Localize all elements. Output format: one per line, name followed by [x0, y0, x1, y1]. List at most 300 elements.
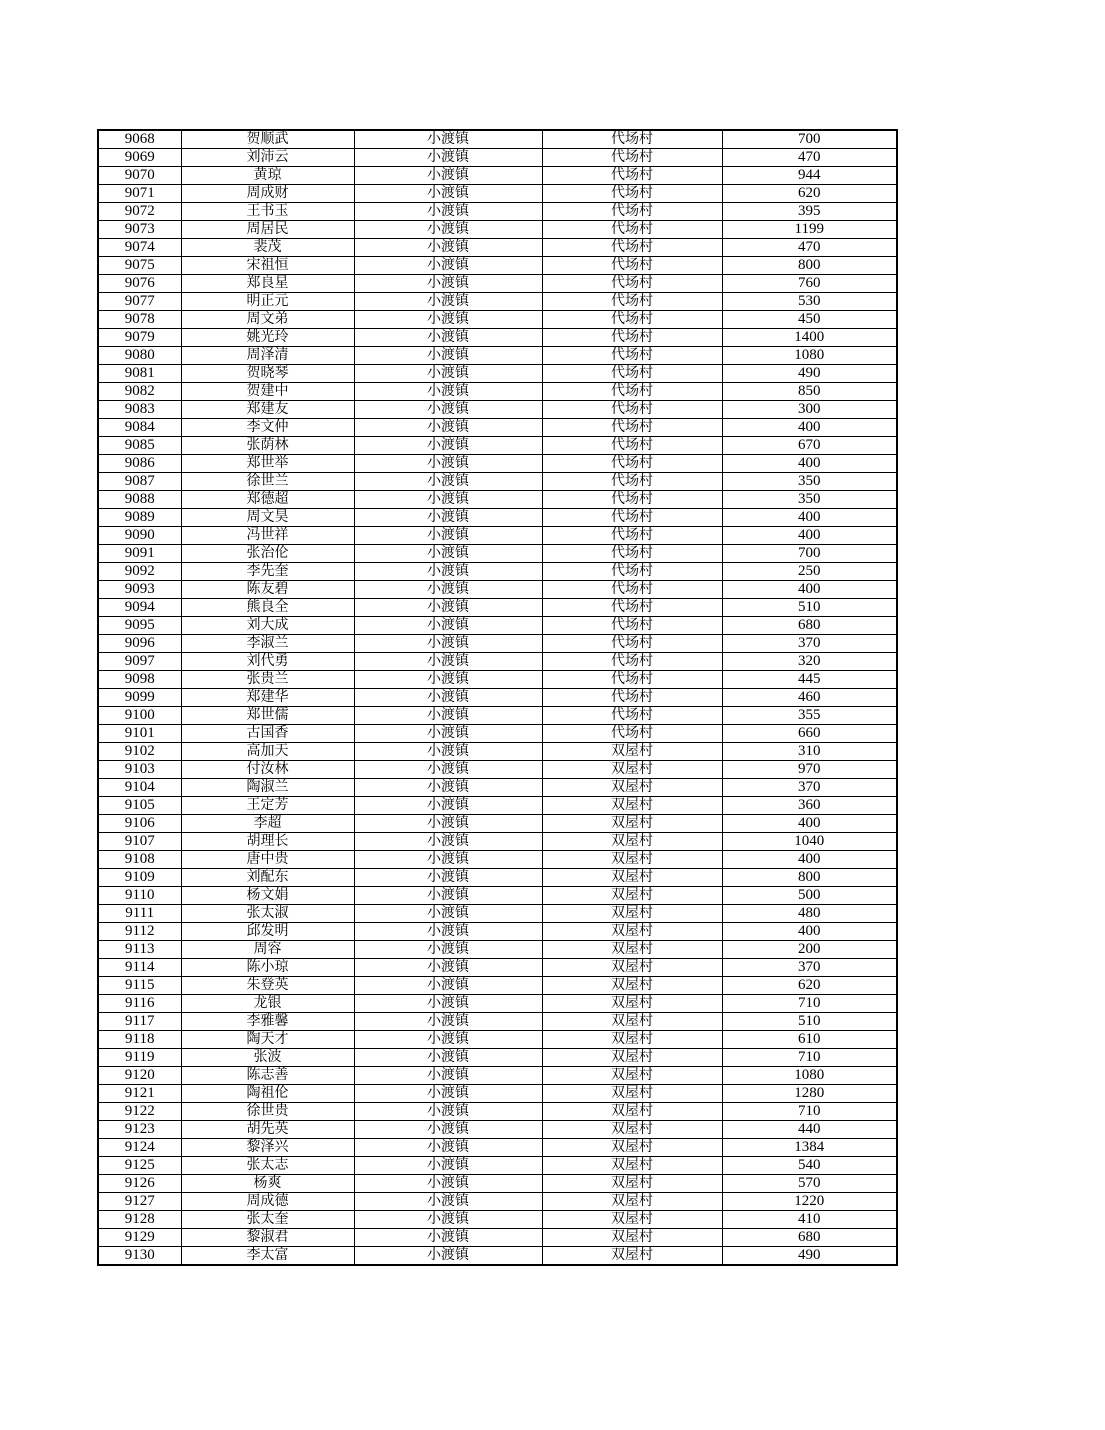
table-row [98, 221, 897, 239]
village-cell: 双屋村 [542, 1049, 722, 1067]
row-number-cell: 9076 [98, 275, 181, 293]
name-cell: 张太奎 [181, 1211, 354, 1229]
town-cell: 小渡镇 [354, 1121, 542, 1139]
name-cell: 唐中贵 [181, 851, 354, 869]
table-row [98, 383, 897, 401]
town-cell: 小渡镇 [354, 563, 542, 581]
table-row [98, 563, 897, 581]
name-cell: 冯世祥 [181, 527, 354, 545]
table-row [98, 761, 897, 779]
row-number-cell: 9072 [98, 203, 181, 221]
village-cell: 代场村 [542, 130, 722, 149]
table-row [98, 887, 897, 905]
row-number-cell: 9103 [98, 761, 181, 779]
village-cell: 代场村 [542, 635, 722, 653]
town-cell: 小渡镇 [354, 383, 542, 401]
name-cell: 贺顺武 [181, 130, 354, 149]
name-cell: 杨文娟 [181, 887, 354, 905]
amount-cell: 400 [722, 923, 897, 941]
village-cell: 双屋村 [542, 1013, 722, 1031]
village-cell: 双屋村 [542, 1103, 722, 1121]
name-cell: 胡理长 [181, 833, 354, 851]
town-cell: 小渡镇 [354, 239, 542, 257]
name-cell: 张治伦 [181, 545, 354, 563]
amount-cell: 400 [722, 581, 897, 599]
name-cell: 李超 [181, 815, 354, 833]
amount-cell: 350 [722, 473, 897, 491]
town-cell: 小渡镇 [354, 653, 542, 671]
table-row [98, 671, 897, 689]
amount-cell: 800 [722, 869, 897, 887]
amount-cell: 400 [722, 455, 897, 473]
amount-cell: 700 [722, 545, 897, 563]
row-number-cell: 9127 [98, 1193, 181, 1211]
table-row [98, 293, 897, 311]
town-cell: 小渡镇 [354, 167, 542, 185]
amount-cell: 410 [722, 1211, 897, 1229]
town-cell: 小渡镇 [354, 203, 542, 221]
town-cell: 小渡镇 [354, 851, 542, 869]
name-cell: 王定芳 [181, 797, 354, 815]
amount-cell: 310 [722, 743, 897, 761]
village-cell: 代场村 [542, 221, 722, 239]
row-number-cell: 9098 [98, 671, 181, 689]
village-cell: 双屋村 [542, 797, 722, 815]
row-number-cell: 9081 [98, 365, 181, 383]
village-cell: 代场村 [542, 239, 722, 257]
name-cell: 郑建华 [181, 689, 354, 707]
name-cell: 陶天才 [181, 1031, 354, 1049]
town-cell: 小渡镇 [354, 437, 542, 455]
town-cell: 小渡镇 [354, 1247, 542, 1266]
table-row [98, 869, 897, 887]
village-cell: 双屋村 [542, 995, 722, 1013]
town-cell: 小渡镇 [354, 707, 542, 725]
row-number-cell: 9077 [98, 293, 181, 311]
town-cell: 小渡镇 [354, 833, 542, 851]
town-cell: 小渡镇 [354, 1175, 542, 1193]
table-row [98, 725, 897, 743]
row-number-cell: 9120 [98, 1067, 181, 1085]
village-cell: 双屋村 [542, 815, 722, 833]
name-cell: 贺建中 [181, 383, 354, 401]
table-row [98, 167, 897, 185]
row-number-cell: 9125 [98, 1157, 181, 1175]
table-row [98, 1157, 897, 1175]
village-cell: 双屋村 [542, 923, 722, 941]
name-cell: 李淑兰 [181, 635, 354, 653]
row-number-cell: 9086 [98, 455, 181, 473]
name-cell: 贺晓琴 [181, 365, 354, 383]
row-number-cell: 9122 [98, 1103, 181, 1121]
name-cell: 张波 [181, 1049, 354, 1067]
amount-cell: 250 [722, 563, 897, 581]
table-row [98, 905, 897, 923]
table-row [98, 491, 897, 509]
name-cell: 黎泽兴 [181, 1139, 354, 1157]
table-row [98, 1031, 897, 1049]
village-cell: 双屋村 [542, 977, 722, 995]
town-cell: 小渡镇 [354, 743, 542, 761]
town-cell: 小渡镇 [354, 275, 542, 293]
village-cell: 代场村 [542, 509, 722, 527]
village-cell: 代场村 [542, 581, 722, 599]
town-cell: 小渡镇 [354, 581, 542, 599]
village-cell: 代场村 [542, 293, 722, 311]
amount-cell: 450 [722, 311, 897, 329]
village-cell: 代场村 [542, 419, 722, 437]
table-row [98, 1175, 897, 1193]
town-cell: 小渡镇 [354, 959, 542, 977]
table-row [98, 779, 897, 797]
row-number-cell: 9111 [98, 905, 181, 923]
amount-cell: 510 [722, 599, 897, 617]
town-cell: 小渡镇 [354, 185, 542, 203]
row-number-cell: 9117 [98, 1013, 181, 1031]
row-number-cell: 9080 [98, 347, 181, 365]
village-cell: 代场村 [542, 545, 722, 563]
amount-cell: 1220 [722, 1193, 897, 1211]
name-cell: 付汝林 [181, 761, 354, 779]
row-number-cell: 9087 [98, 473, 181, 491]
table-row [98, 1247, 897, 1266]
name-cell: 陶祖伦 [181, 1085, 354, 1103]
name-cell: 李先奎 [181, 563, 354, 581]
town-cell: 小渡镇 [354, 869, 542, 887]
table-row [98, 1067, 897, 1085]
town-cell: 小渡镇 [354, 365, 542, 383]
amount-cell: 620 [722, 977, 897, 995]
row-number-cell: 9095 [98, 617, 181, 635]
amount-cell: 610 [722, 1031, 897, 1049]
table-row [98, 347, 897, 365]
table-row [98, 743, 897, 761]
village-cell: 代场村 [542, 617, 722, 635]
amount-cell: 760 [722, 275, 897, 293]
amount-cell: 1040 [722, 833, 897, 851]
row-number-cell: 9123 [98, 1121, 181, 1139]
table-row [98, 1013, 897, 1031]
town-cell: 小渡镇 [354, 329, 542, 347]
row-number-cell: 9074 [98, 239, 181, 257]
table-row [98, 1139, 897, 1157]
town-cell: 小渡镇 [354, 1013, 542, 1031]
table-row [98, 707, 897, 725]
name-cell: 郑世儒 [181, 707, 354, 725]
village-cell: 双屋村 [542, 1031, 722, 1049]
town-cell: 小渡镇 [354, 1193, 542, 1211]
row-number-cell: 9071 [98, 185, 181, 203]
table-row [98, 239, 897, 257]
name-cell: 宋祖恒 [181, 257, 354, 275]
amount-cell: 300 [722, 401, 897, 419]
table-row [98, 329, 897, 347]
table-row [98, 275, 897, 293]
table-row [98, 959, 897, 977]
town-cell: 小渡镇 [354, 1103, 542, 1121]
town-cell: 小渡镇 [354, 455, 542, 473]
table-row [98, 473, 897, 491]
village-cell: 双屋村 [542, 1121, 722, 1139]
table-row [98, 365, 897, 383]
town-cell: 小渡镇 [354, 473, 542, 491]
village-cell: 代场村 [542, 671, 722, 689]
village-cell: 代场村 [542, 275, 722, 293]
town-cell: 小渡镇 [354, 1229, 542, 1247]
village-cell: 双屋村 [542, 779, 722, 797]
table-row [98, 149, 897, 167]
name-cell: 徐世兰 [181, 473, 354, 491]
name-cell: 郑建友 [181, 401, 354, 419]
table-row [98, 527, 897, 545]
table-row [98, 311, 897, 329]
row-number-cell: 9115 [98, 977, 181, 995]
name-cell: 李文仲 [181, 419, 354, 437]
row-number-cell: 9096 [98, 635, 181, 653]
table-row [98, 1229, 897, 1247]
amount-cell: 490 [722, 365, 897, 383]
village-cell: 双屋村 [542, 941, 722, 959]
amount-cell: 460 [722, 689, 897, 707]
town-cell: 小渡镇 [354, 815, 542, 833]
village-cell: 代场村 [542, 473, 722, 491]
town-cell: 小渡镇 [354, 401, 542, 419]
row-number-cell: 9113 [98, 941, 181, 959]
village-cell: 双屋村 [542, 959, 722, 977]
name-cell: 刘沛云 [181, 149, 354, 167]
table-row [98, 545, 897, 563]
name-cell: 李太富 [181, 1247, 354, 1266]
name-cell: 周泽清 [181, 347, 354, 365]
table-row [98, 1049, 897, 1067]
amount-cell: 710 [722, 995, 897, 1013]
village-cell: 代场村 [542, 707, 722, 725]
name-cell: 陈友碧 [181, 581, 354, 599]
table-row [98, 509, 897, 527]
amount-cell: 1280 [722, 1085, 897, 1103]
table-row [98, 257, 897, 275]
table-row [98, 1193, 897, 1211]
name-cell: 姚光玲 [181, 329, 354, 347]
row-number-cell: 9124 [98, 1139, 181, 1157]
row-number-cell: 9100 [98, 707, 181, 725]
village-cell: 双屋村 [542, 905, 722, 923]
row-number-cell: 9082 [98, 383, 181, 401]
row-number-cell: 9112 [98, 923, 181, 941]
amount-cell: 320 [722, 653, 897, 671]
row-number-cell: 9094 [98, 599, 181, 617]
town-cell: 小渡镇 [354, 149, 542, 167]
amount-cell: 970 [722, 761, 897, 779]
name-cell: 熊良全 [181, 599, 354, 617]
table-row [98, 797, 897, 815]
row-number-cell: 9085 [98, 437, 181, 455]
name-cell: 张太淑 [181, 905, 354, 923]
amount-cell: 400 [722, 419, 897, 437]
village-cell: 代场村 [542, 311, 722, 329]
village-cell: 代场村 [542, 599, 722, 617]
table-row [98, 1121, 897, 1139]
village-cell: 双屋村 [542, 761, 722, 779]
village-cell: 双屋村 [542, 1247, 722, 1266]
amount-cell: 530 [722, 293, 897, 311]
town-cell: 小渡镇 [354, 761, 542, 779]
amount-cell: 1199 [722, 221, 897, 239]
amount-cell: 370 [722, 635, 897, 653]
table-row [98, 203, 897, 221]
row-number-cell: 9093 [98, 581, 181, 599]
town-cell: 小渡镇 [354, 1067, 542, 1085]
amount-cell: 395 [722, 203, 897, 221]
town-cell: 小渡镇 [354, 617, 542, 635]
village-cell: 代场村 [542, 365, 722, 383]
name-cell: 黄琼 [181, 167, 354, 185]
table-row [98, 815, 897, 833]
name-cell: 郑良星 [181, 275, 354, 293]
name-cell: 王书玉 [181, 203, 354, 221]
amount-cell: 370 [722, 959, 897, 977]
amount-cell: 510 [722, 1013, 897, 1031]
village-cell: 双屋村 [542, 1157, 722, 1175]
amount-cell: 480 [722, 905, 897, 923]
amount-cell: 680 [722, 617, 897, 635]
amount-cell: 670 [722, 437, 897, 455]
row-number-cell: 9119 [98, 1049, 181, 1067]
name-cell: 胡先英 [181, 1121, 354, 1139]
name-cell: 郑德超 [181, 491, 354, 509]
name-cell: 郑世举 [181, 455, 354, 473]
table-row [98, 941, 897, 959]
name-cell: 周成财 [181, 185, 354, 203]
amount-cell: 440 [722, 1121, 897, 1139]
town-cell: 小渡镇 [354, 545, 542, 563]
name-cell: 张荫林 [181, 437, 354, 455]
name-cell: 龙银 [181, 995, 354, 1013]
name-cell: 李雅馨 [181, 1013, 354, 1031]
village-cell: 双屋村 [542, 1193, 722, 1211]
row-number-cell: 9070 [98, 167, 181, 185]
table-row [98, 455, 897, 473]
village-cell: 双屋村 [542, 1211, 722, 1229]
row-number-cell: 9126 [98, 1175, 181, 1193]
table-row [98, 185, 897, 203]
village-cell: 代场村 [542, 455, 722, 473]
row-number-cell: 9110 [98, 887, 181, 905]
row-number-cell: 9092 [98, 563, 181, 581]
name-cell: 明正元 [181, 293, 354, 311]
town-cell: 小渡镇 [354, 1031, 542, 1049]
table-row [98, 1211, 897, 1229]
amount-cell: 710 [722, 1103, 897, 1121]
village-cell: 双屋村 [542, 869, 722, 887]
name-cell: 陈小琼 [181, 959, 354, 977]
amount-cell: 400 [722, 509, 897, 527]
amount-cell: 470 [722, 239, 897, 257]
table-row [98, 419, 897, 437]
row-number-cell: 9069 [98, 149, 181, 167]
name-cell: 杨爽 [181, 1175, 354, 1193]
town-cell: 小渡镇 [354, 1049, 542, 1067]
amount-cell: 200 [722, 941, 897, 959]
amount-cell: 540 [722, 1157, 897, 1175]
data-table [97, 129, 898, 1266]
row-number-cell: 9075 [98, 257, 181, 275]
town-cell: 小渡镇 [354, 599, 542, 617]
amount-cell: 710 [722, 1049, 897, 1067]
village-cell: 代场村 [542, 653, 722, 671]
row-number-cell: 9073 [98, 221, 181, 239]
row-number-cell: 9114 [98, 959, 181, 977]
name-cell: 黎淑君 [181, 1229, 354, 1247]
name-cell: 刘代勇 [181, 653, 354, 671]
amount-cell: 370 [722, 779, 897, 797]
town-cell: 小渡镇 [354, 689, 542, 707]
name-cell: 邱发明 [181, 923, 354, 941]
village-cell: 双屋村 [542, 743, 722, 761]
amount-cell: 620 [722, 185, 897, 203]
name-cell: 高加天 [181, 743, 354, 761]
amount-cell: 445 [722, 671, 897, 689]
row-number-cell: 9108 [98, 851, 181, 869]
row-number-cell: 9079 [98, 329, 181, 347]
name-cell: 刘配东 [181, 869, 354, 887]
town-cell: 小渡镇 [354, 130, 542, 149]
table-body [98, 130, 897, 1265]
row-number-cell: 9099 [98, 689, 181, 707]
row-number-cell: 9129 [98, 1229, 181, 1247]
amount-cell: 850 [722, 383, 897, 401]
row-number-cell: 9121 [98, 1085, 181, 1103]
town-cell: 小渡镇 [354, 995, 542, 1013]
village-cell: 代场村 [542, 401, 722, 419]
row-number-cell: 9106 [98, 815, 181, 833]
village-cell: 双屋村 [542, 1229, 722, 1247]
village-cell: 双屋村 [542, 1175, 722, 1193]
town-cell: 小渡镇 [354, 977, 542, 995]
village-cell: 代场村 [542, 725, 722, 743]
town-cell: 小渡镇 [354, 941, 542, 959]
town-cell: 小渡镇 [354, 905, 542, 923]
table-row [98, 995, 897, 1013]
town-cell: 小渡镇 [354, 1139, 542, 1157]
table-row [98, 401, 897, 419]
town-cell: 小渡镇 [354, 725, 542, 743]
table-row [98, 833, 897, 851]
town-cell: 小渡镇 [354, 419, 542, 437]
village-cell: 代场村 [542, 491, 722, 509]
row-number-cell: 9088 [98, 491, 181, 509]
name-cell: 裴茂 [181, 239, 354, 257]
name-cell: 周容 [181, 941, 354, 959]
row-number-cell: 9107 [98, 833, 181, 851]
town-cell: 小渡镇 [354, 887, 542, 905]
row-number-cell: 9091 [98, 545, 181, 563]
amount-cell: 490 [722, 1247, 897, 1266]
row-number-cell: 9097 [98, 653, 181, 671]
row-number-cell: 9078 [98, 311, 181, 329]
row-number-cell: 9089 [98, 509, 181, 527]
amount-cell: 360 [722, 797, 897, 815]
row-number-cell: 9090 [98, 527, 181, 545]
village-cell: 代场村 [542, 383, 722, 401]
name-cell: 古国香 [181, 725, 354, 743]
amount-cell: 944 [722, 167, 897, 185]
row-number-cell: 9084 [98, 419, 181, 437]
table-row [98, 130, 897, 149]
row-number-cell: 9104 [98, 779, 181, 797]
town-cell: 小渡镇 [354, 797, 542, 815]
table-row [98, 599, 897, 617]
